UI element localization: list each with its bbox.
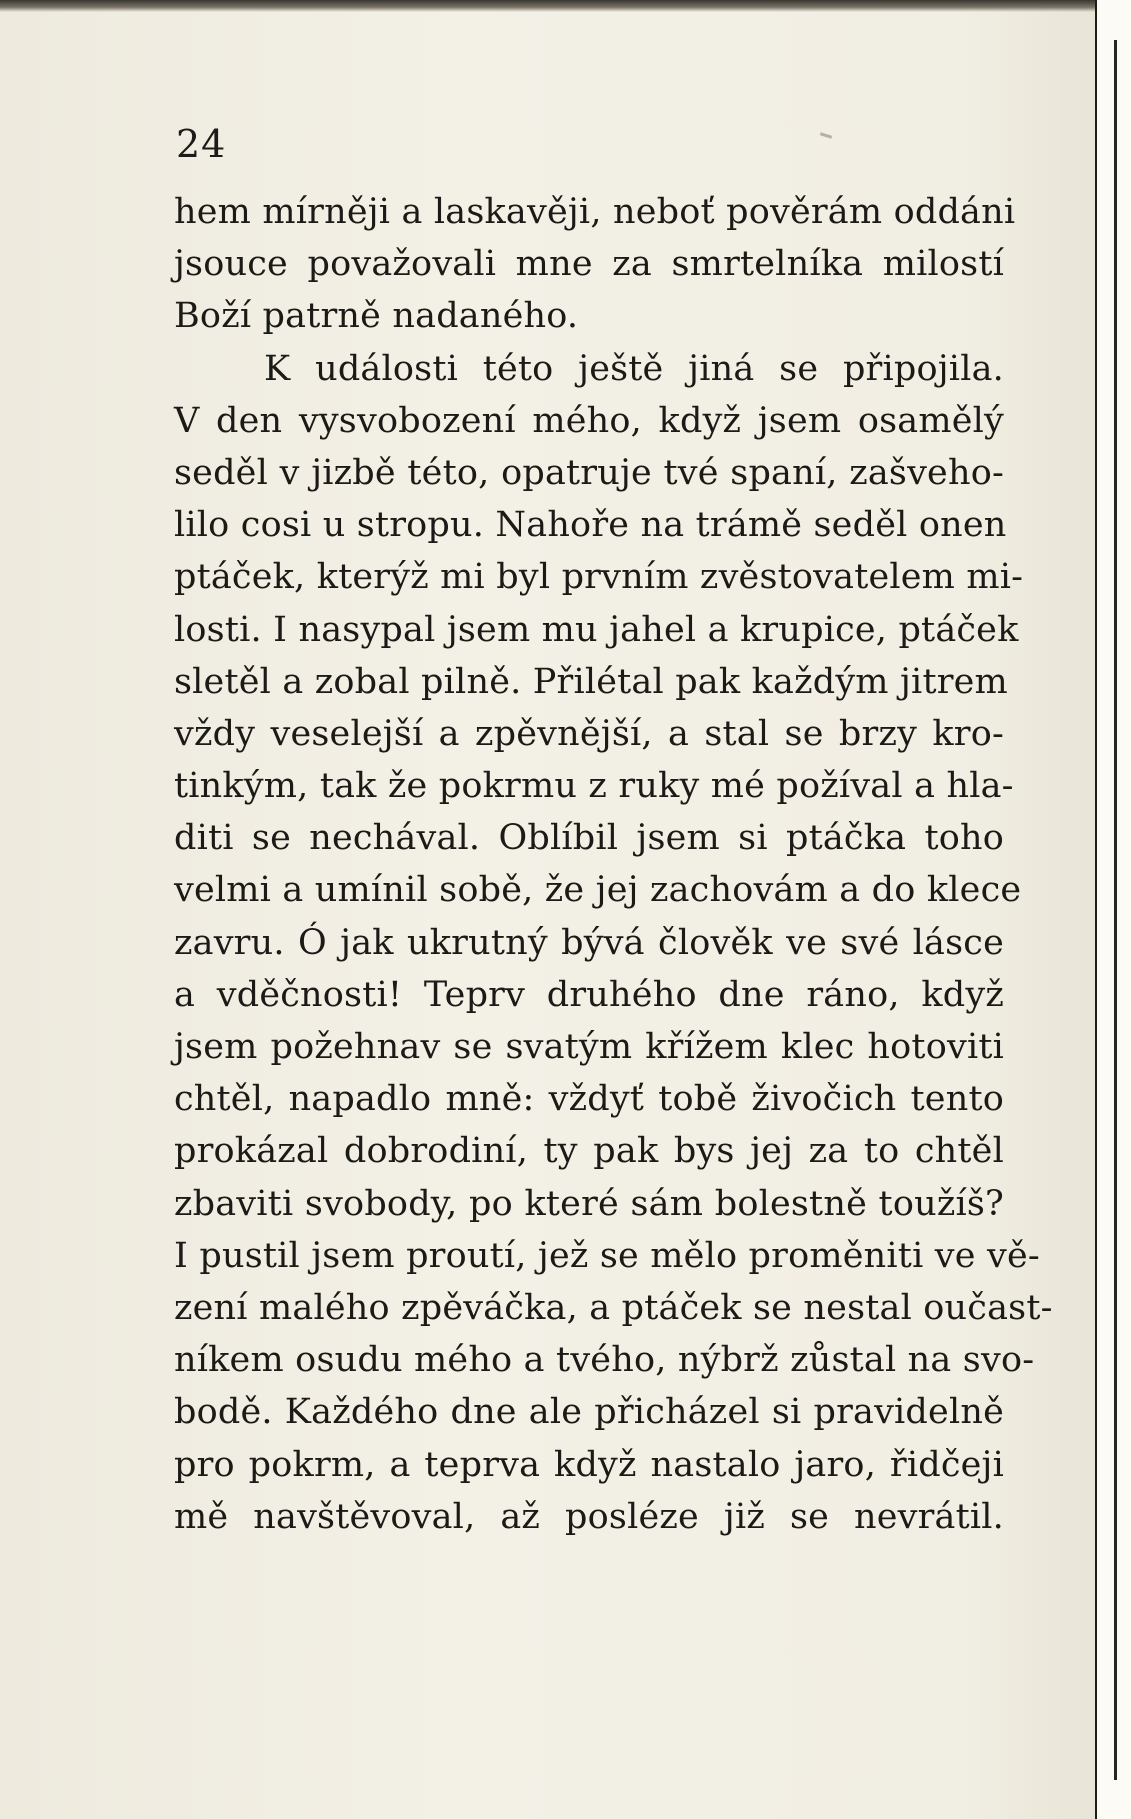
text-line: velmi a umínil sobě, že jej zachovám a do klece [174, 870, 1022, 911]
text-line: hem mírněji a laskavěji, neboť pověrám oddáni [174, 192, 1016, 232]
text-line: zení malého zpěváčka, a ptáček se nestal oučast- [174, 1287, 1053, 1328]
page-top-edge [0, 0, 1131, 12]
page-number: 24 [176, 122, 227, 166]
text-line: V den vysvobození mého, když jsem osamělý [174, 400, 1004, 441]
text-line: bodě. Každého dne ale přicházel si pravidelně [174, 1392, 1004, 1433]
text-line: zavru. Ó jak ukrutný bývá člověk ve své lásce [174, 922, 1004, 963]
text-line: diti se nechával. Oblíbil jsem si ptáčka toho [174, 818, 1004, 859]
text-line: níkem osudu mého a tvého, nýbrž zůstal na svo- [174, 1340, 1035, 1381]
ink-mark [820, 132, 832, 139]
text-line: chtěl, napadlo mně: vždyť tobě živočich tento [174, 1079, 1004, 1120]
text-line: mě navštěvoval, až posléze již se nevrátil. [174, 1496, 1004, 1537]
text-line: losti. I nasypal jsem mu jahel a krupice, ptáček [174, 609, 1019, 650]
text-line: prokázal dobrodiní, ty pak bys jej za to chtěl [174, 1131, 1004, 1172]
text-line: Boží patrně nadaného. [174, 296, 579, 337]
text-line: zbaviti svobody, po které sám bolestně toužíš? [174, 1183, 1004, 1224]
text-line: seděl v jizbě této, opatruje tvé spaní, zašveho- [174, 452, 1004, 493]
text-line: a vděčnosti! Teprv druhého dne ráno, když [174, 974, 1004, 1015]
binding-line [1114, 40, 1117, 1780]
text-line: jsem požehnav se svatým křížem klec hotoviti [174, 1027, 1004, 1067]
text-line: pro pokrm, a teprva když nastalo jaro, řidčeji [174, 1444, 1004, 1485]
text-line: lilo cosi u stropu. Nahoře na trámě seděl onen [174, 505, 1007, 546]
text-line: I pustil jsem proutí, jež se mělo proměniti ve vě- [174, 1235, 1040, 1276]
body-text [174, 186, 1053, 1543]
text-line: ptáček, kterýž mi byl prvním zvěstovatelem mi- [174, 557, 1024, 598]
text-line: tinkým, tak že pokrmu z ruky mé požíval a hla- [174, 766, 1014, 807]
text-line: vždy veselejší a zpěvnější, a stal se brzy kro- [174, 713, 1004, 754]
text-line: K události této ještě jiná se připojila. [264, 348, 1004, 389]
text-line: sletěl a zobal pilně. Přilétal pak každým jitrem [174, 661, 1008, 702]
text-line: jsouce považovali mne za smrtelníka milostí [174, 244, 1004, 285]
page-right-edge [1095, 0, 1131, 1819]
